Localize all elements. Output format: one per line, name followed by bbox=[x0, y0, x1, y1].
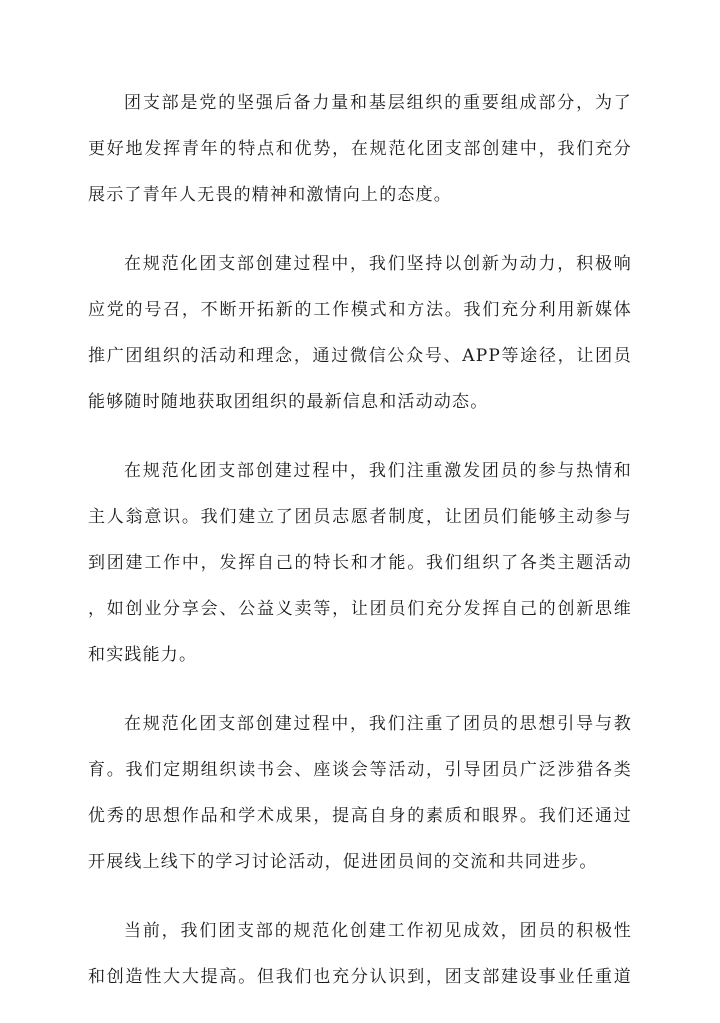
paragraph-2 bbox=[88, 241, 632, 425]
paragraph-3 bbox=[88, 448, 632, 678]
text-line: ，如创业分享会、公益义卖等，让团员们充分发挥自己的创新思维 bbox=[88, 599, 632, 619]
text-line: 和实践能力。 bbox=[88, 645, 198, 665]
text-line: 开展线上线下的学习讨论活动，促进团员间的交流和共同进步。 bbox=[88, 852, 598, 872]
text-line: 当前，我们团支部的规范化创建工作初见成效，团员的积极性 bbox=[124, 921, 632, 941]
text-line: 能够随时随地获取团组织的最新信息和活动动态。 bbox=[88, 392, 489, 412]
text-line: 在规范化团支部创建过程中，我们坚持以创新为动力，积极响 bbox=[124, 254, 632, 274]
text-line: 更好地发挥青年的特点和优势，在规范化团支部创建中，我们充分 bbox=[88, 139, 632, 159]
text-line: 和创造性大大提高。但我们也充分认识到，团支部建设事业任重道 bbox=[88, 967, 632, 987]
text-line: 应党的号召，不断开拓新的工作模式和方法。我们充分利用新媒体 bbox=[88, 300, 632, 320]
paragraph-1 bbox=[88, 80, 632, 218]
paragraph-4 bbox=[88, 701, 632, 885]
paragraph-5 bbox=[88, 908, 632, 1000]
text-line: 在规范化团支部创建过程中，我们注重了团员的思想引导与教 bbox=[124, 714, 632, 734]
text-line: 在规范化团支部创建过程中，我们注重激发团员的参与热情和 bbox=[124, 461, 632, 481]
text-line: 展示了青年人无畏的精神和激情向上的态度。 bbox=[88, 185, 452, 205]
text-line: 团支部是党的坚强后备力量和基层组织的重要组成部分，为了 bbox=[124, 93, 632, 113]
text-line: 推广团组织的活动和理念，通过微信公众号、APP等途径，让团员 bbox=[88, 346, 632, 366]
text-line: 育。我们定期组织读书会、座谈会等活动，引导团员广泛涉猎各类 bbox=[88, 760, 632, 780]
text-line: 主人翁意识。我们建立了团员志愿者制度，让团员们能够主动参与 bbox=[88, 507, 632, 527]
document-body bbox=[88, 80, 632, 1023]
text-line: 到团建工作中，发挥自己的特长和才能。我们组织了各类主题活动 bbox=[88, 553, 632, 573]
text-line: 优秀的思想作品和学术成果，提高自身的素质和眼界。我们还通过 bbox=[88, 806, 632, 826]
